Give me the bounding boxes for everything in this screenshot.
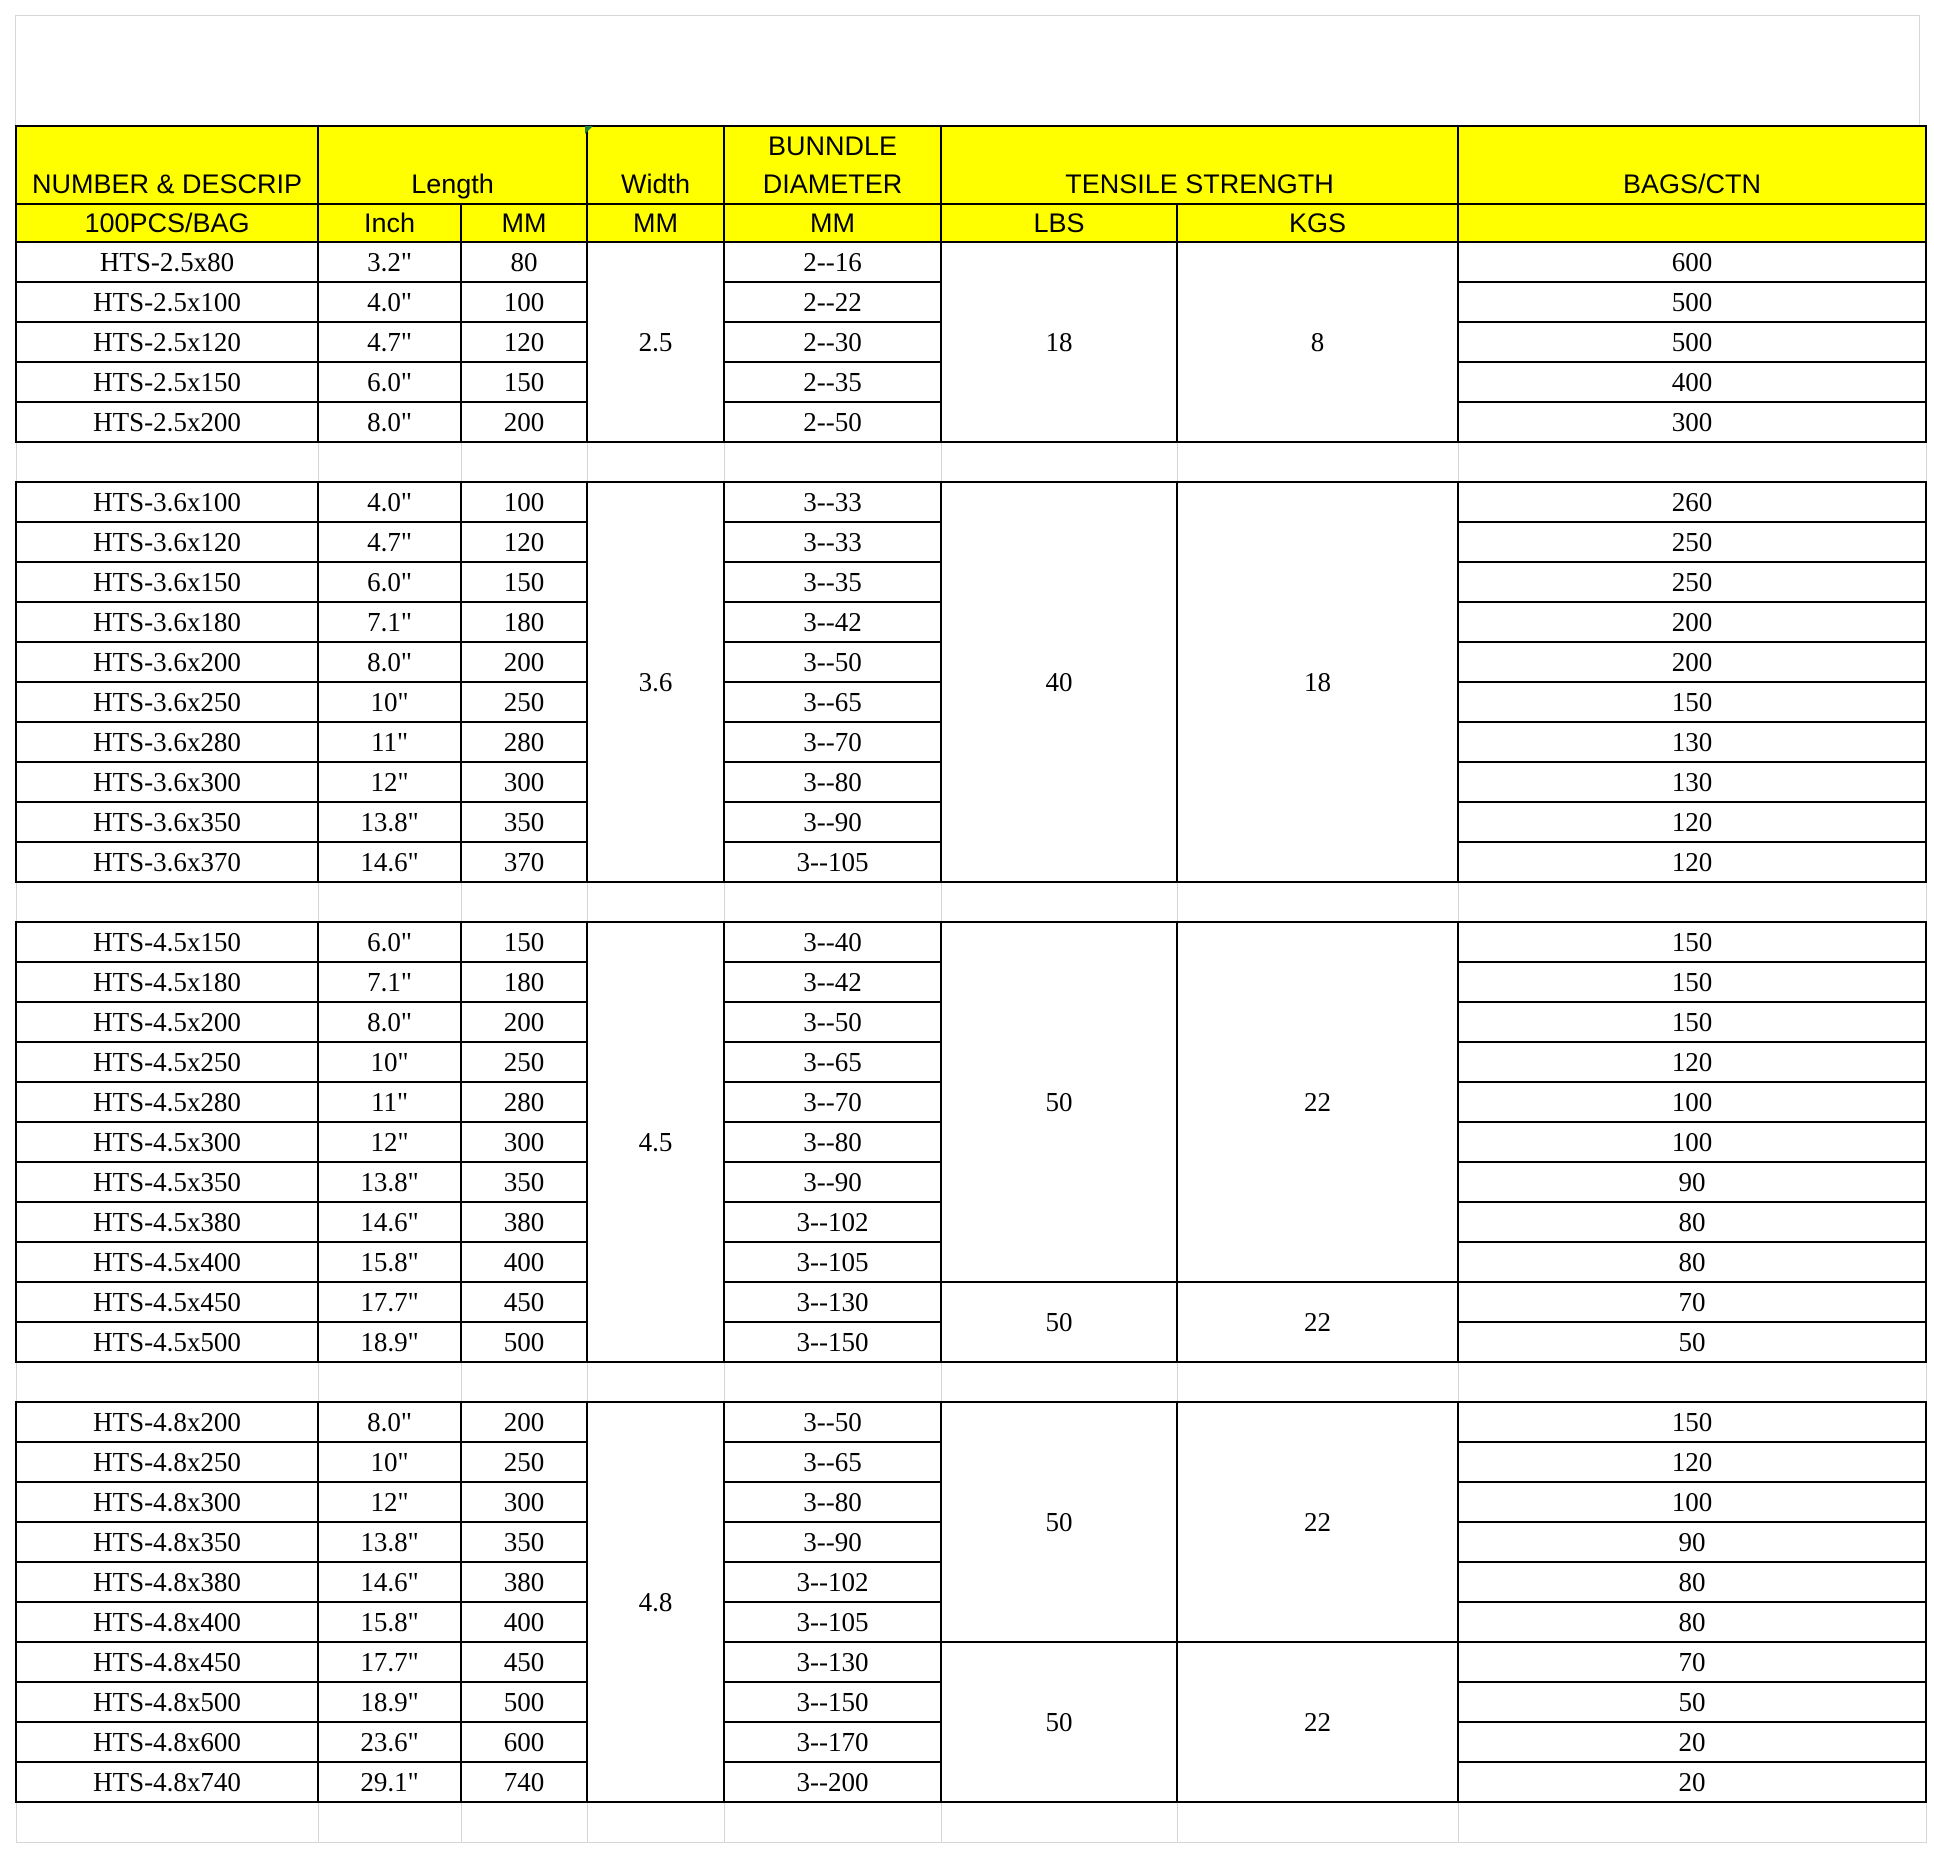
header-length[interactable]: Length	[318, 126, 587, 204]
tensile-kgs-cell[interactable]: 18	[1177, 482, 1458, 882]
description-cell[interactable]: HTS-3.6x200	[16, 642, 318, 682]
empty-cell[interactable]	[941, 1802, 1177, 1842]
length-mm-cell[interactable]: 150	[461, 922, 587, 962]
bundle-diameter-cell[interactable]: 3--80	[724, 762, 941, 802]
description-cell[interactable]: HTS-4.8x740	[16, 1762, 318, 1802]
header-bags-blank[interactable]	[1458, 204, 1926, 242]
empty-cell[interactable]	[724, 882, 941, 922]
length-inch-cell[interactable]: 4.0"	[318, 282, 461, 322]
length-inch-cell[interactable]: 11"	[318, 722, 461, 762]
bundle-diameter-cell[interactable]: 2--30	[724, 322, 941, 362]
length-inch-cell[interactable]: 18.9"	[318, 1322, 461, 1362]
length-mm-cell[interactable]: 200	[461, 1402, 587, 1442]
length-inch-cell[interactable]: 10"	[318, 1442, 461, 1482]
bags-ctn-cell[interactable]: 200	[1458, 642, 1926, 682]
bags-ctn-cell[interactable]: 80	[1458, 1562, 1926, 1602]
bundle-diameter-cell[interactable]: 3--65	[724, 682, 941, 722]
description-cell[interactable]: HTS-3.6x150	[16, 562, 318, 602]
description-cell[interactable]: HTS-4.8x380	[16, 1562, 318, 1602]
bags-ctn-cell[interactable]: 600	[1458, 242, 1926, 282]
table-row	[16, 1282, 1926, 1322]
length-mm-cell[interactable]: 280	[461, 722, 587, 762]
table-row	[16, 1402, 1926, 1442]
length-mm-cell[interactable]: 380	[461, 1562, 587, 1602]
bundle-diameter-cell[interactable]: 3--102	[724, 1202, 941, 1242]
cell-comment-marker	[585, 126, 593, 134]
bundle-diameter-cell[interactable]: 3--40	[724, 922, 941, 962]
empty-sheet-area	[15, 15, 1920, 125]
bags-ctn-cell[interactable]: 150	[1458, 922, 1926, 962]
tensile-lbs-cell[interactable]: 40	[941, 482, 1177, 882]
description-cell[interactable]: HTS-4.5x300	[16, 1122, 318, 1162]
bundle-diameter-cell[interactable]: 2--16	[724, 242, 941, 282]
header-lbs[interactable]: LBS	[941, 204, 1177, 242]
header-inch[interactable]: Inch	[318, 204, 461, 242]
bags-ctn-cell[interactable]: 100	[1458, 1082, 1926, 1122]
header-tensile-strength[interactable]: TENSILE STRENGTH	[941, 126, 1458, 204]
bundle-diameter-cell[interactable]: 3--65	[724, 1042, 941, 1082]
length-mm-cell[interactable]: 370	[461, 842, 587, 882]
description-cell[interactable]: HTS-2.5x200	[16, 402, 318, 442]
description-cell[interactable]: HTS-4.5x150	[16, 922, 318, 962]
description-cell[interactable]: HTS-2.5x100	[16, 282, 318, 322]
bundle-diameter-cell[interactable]: 3--150	[724, 1322, 941, 1362]
description-cell[interactable]: HTS-4.5x380	[16, 1202, 318, 1242]
bags-ctn-cell[interactable]: 250	[1458, 522, 1926, 562]
description-cell[interactable]: HTS-4.8x350	[16, 1522, 318, 1562]
trailing-empty-row	[16, 1802, 1926, 1842]
length-inch-cell[interactable]: 12"	[318, 762, 461, 802]
bags-ctn-cell[interactable]: 130	[1458, 762, 1926, 802]
length-inch-cell[interactable]: 4.7"	[318, 522, 461, 562]
length-mm-cell[interactable]: 500	[461, 1322, 587, 1362]
header-row-1	[16, 126, 1926, 204]
description-cell[interactable]: HTS-4.8x300	[16, 1482, 318, 1522]
description-cell[interactable]: HTS-3.6x370	[16, 842, 318, 882]
length-inch-cell[interactable]: 15.8"	[318, 1602, 461, 1642]
description-cell[interactable]: HTS-3.6x250	[16, 682, 318, 722]
bags-ctn-cell[interactable]: 500	[1458, 282, 1926, 322]
empty-cell[interactable]	[941, 882, 1177, 922]
header-bundle-line1: BUNNDLE	[767, 131, 898, 161]
bundle-diameter-cell[interactable]: 3--105	[724, 842, 941, 882]
length-inch-cell[interactable]: 10"	[318, 682, 461, 722]
length-mm-cell[interactable]: 120	[461, 322, 587, 362]
spacer-row	[16, 882, 1926, 922]
empty-cell[interactable]	[724, 442, 941, 482]
bundle-diameter-cell[interactable]: 3--33	[724, 482, 941, 522]
header-pcs-bag[interactable]: 100PCS/BAG	[16, 204, 318, 242]
description-cell[interactable]: HTS-4.5x400	[16, 1242, 318, 1282]
header-bags-ctn[interactable]: BAGS/CTN	[1458, 126, 1926, 204]
bags-ctn-cell[interactable]: 70	[1458, 1282, 1926, 1322]
length-mm-cell[interactable]: 250	[461, 1442, 587, 1482]
description-cell[interactable]: HTS-3.6x120	[16, 522, 318, 562]
empty-cell[interactable]	[461, 1362, 587, 1402]
bags-ctn-cell[interactable]: 50	[1458, 1322, 1926, 1362]
empty-cell[interactable]	[1177, 1362, 1458, 1402]
bags-ctn-cell[interactable]: 150	[1458, 1002, 1926, 1042]
length-mm-cell[interactable]: 450	[461, 1282, 587, 1322]
length-inch-cell[interactable]: 14.6"	[318, 842, 461, 882]
bundle-diameter-cell[interactable]: 3--42	[724, 602, 941, 642]
empty-cell[interactable]	[587, 1802, 724, 1842]
tensile-lbs-cell[interactable]: 50	[941, 1282, 1177, 1362]
description-cell[interactable]: HTS-4.5x450	[16, 1282, 318, 1322]
bundle-diameter-cell[interactable]: 3--90	[724, 1522, 941, 1562]
empty-cell[interactable]	[318, 1362, 461, 1402]
bundle-diameter-cell[interactable]: 3--33	[724, 522, 941, 562]
length-inch-cell[interactable]: 13.8"	[318, 1522, 461, 1562]
header-bundle-line2: DIAMETER	[762, 169, 903, 199]
bundle-diameter-cell[interactable]: 3--200	[724, 1762, 941, 1802]
header-bundle-mm[interactable]: MM	[724, 204, 941, 242]
bags-ctn-cell[interactable]: 260	[1458, 482, 1926, 522]
bags-ctn-cell[interactable]: 500	[1458, 322, 1926, 362]
header-width-mm[interactable]: MM	[587, 204, 724, 242]
bags-ctn-cell[interactable]: 90	[1458, 1522, 1926, 1562]
bundle-diameter-cell[interactable]: 3--105	[724, 1242, 941, 1282]
bundle-diameter-cell[interactable]: 3--150	[724, 1682, 941, 1722]
length-mm-cell[interactable]: 300	[461, 762, 587, 802]
bundle-diameter-cell[interactable]: 3--70	[724, 1082, 941, 1122]
tensile-kgs-cell[interactable]: 22	[1177, 1642, 1458, 1802]
length-inch-cell[interactable]: 3.2"	[318, 242, 461, 282]
bags-ctn-cell[interactable]: 90	[1458, 1162, 1926, 1202]
empty-cell[interactable]	[1177, 882, 1458, 922]
length-mm-cell[interactable]: 380	[461, 1202, 587, 1242]
description-cell[interactable]: HTS-3.6x350	[16, 802, 318, 842]
tensile-kgs-cell[interactable]: 22	[1177, 922, 1458, 1282]
length-mm-cell[interactable]: 100	[461, 282, 587, 322]
empty-cell[interactable]	[461, 882, 587, 922]
length-mm-cell[interactable]: 300	[461, 1122, 587, 1162]
description-cell[interactable]: HTS-2.5x150	[16, 362, 318, 402]
length-inch-cell[interactable]: 14.6"	[318, 1202, 461, 1242]
bundle-diameter-cell[interactable]: 3--170	[724, 1722, 941, 1762]
bundle-diameter-cell[interactable]: 3--50	[724, 1002, 941, 1042]
tensile-kgs-cell[interactable]: 22	[1177, 1282, 1458, 1362]
length-mm-cell[interactable]: 80	[461, 242, 587, 282]
bags-ctn-cell[interactable]: 80	[1458, 1602, 1926, 1642]
empty-cell[interactable]	[724, 1802, 941, 1842]
bundle-diameter-cell[interactable]: 3--65	[724, 1442, 941, 1482]
length-inch-cell[interactable]: 8.0"	[318, 642, 461, 682]
description-cell[interactable]: HTS-4.5x250	[16, 1042, 318, 1082]
length-mm-cell[interactable]: 500	[461, 1682, 587, 1722]
length-mm-cell[interactable]: 350	[461, 1162, 587, 1202]
length-inch-cell[interactable]: 14.6"	[318, 1562, 461, 1602]
description-cell[interactable]: HTS-3.6x180	[16, 602, 318, 642]
tensile-lbs-cell[interactable]: 50	[941, 922, 1177, 1282]
length-mm-cell[interactable]: 200	[461, 642, 587, 682]
length-mm-cell[interactable]: 350	[461, 1522, 587, 1562]
header-width[interactable]: Width	[587, 126, 724, 204]
header-bundle-diameter[interactable]	[724, 126, 941, 204]
bundle-diameter-cell[interactable]: 3--90	[724, 802, 941, 842]
empty-cell[interactable]	[587, 442, 724, 482]
tensile-lbs-cell[interactable]: 18	[941, 242, 1177, 442]
empty-cell[interactable]	[587, 882, 724, 922]
description-cell[interactable]: HTS-4.8x250	[16, 1442, 318, 1482]
bundle-diameter-cell[interactable]: 3--130	[724, 1642, 941, 1682]
length-inch-cell[interactable]: 17.7"	[318, 1642, 461, 1682]
bundle-diameter-cell[interactable]: 3--42	[724, 962, 941, 1002]
description-cell[interactable]: HTS-3.6x300	[16, 762, 318, 802]
empty-cell[interactable]	[318, 882, 461, 922]
empty-cell[interactable]	[1458, 1802, 1926, 1842]
description-cell[interactable]: HTS-4.8x500	[16, 1682, 318, 1722]
empty-cell[interactable]	[16, 1362, 318, 1402]
length-inch-cell[interactable]: 12"	[318, 1122, 461, 1162]
empty-cell[interactable]	[318, 442, 461, 482]
bags-ctn-cell[interactable]: 150	[1458, 682, 1926, 722]
width-mm-cell[interactable]: 2.5	[587, 242, 724, 442]
bags-ctn-cell[interactable]: 120	[1458, 1442, 1926, 1482]
length-inch-cell[interactable]: 4.7"	[318, 322, 461, 362]
bundle-diameter-cell[interactable]: 3--50	[724, 642, 941, 682]
bags-ctn-cell[interactable]: 100	[1458, 1122, 1926, 1162]
table-row	[16, 242, 1926, 282]
bags-ctn-cell[interactable]: 120	[1458, 842, 1926, 882]
length-mm-cell[interactable]: 250	[461, 1042, 587, 1082]
length-mm-cell[interactable]: 150	[461, 562, 587, 602]
bags-ctn-cell[interactable]: 20	[1458, 1762, 1926, 1802]
tensile-lbs-cell[interactable]: 50	[941, 1402, 1177, 1642]
length-inch-cell[interactable]: 7.1"	[318, 962, 461, 1002]
length-inch-cell[interactable]: 8.0"	[318, 1002, 461, 1042]
length-inch-cell[interactable]: 6.0"	[318, 562, 461, 602]
bundle-diameter-cell[interactable]: 2--35	[724, 362, 941, 402]
spacer-row	[16, 1362, 1926, 1402]
tensile-kgs-cell[interactable]: 22	[1177, 1402, 1458, 1642]
empty-cell[interactable]	[1458, 1362, 1926, 1402]
bags-ctn-cell[interactable]: 80	[1458, 1202, 1926, 1242]
bags-ctn-cell[interactable]: 120	[1458, 802, 1926, 842]
length-inch-cell[interactable]: 10"	[318, 1042, 461, 1082]
length-mm-cell[interactable]: 120	[461, 522, 587, 562]
length-inch-cell[interactable]: 8.0"	[318, 402, 461, 442]
bundle-diameter-cell[interactable]: 3--90	[724, 1162, 941, 1202]
empty-cell[interactable]	[724, 1362, 941, 1402]
bundle-diameter-cell[interactable]: 3--105	[724, 1602, 941, 1642]
bags-ctn-cell[interactable]: 300	[1458, 402, 1926, 442]
length-inch-cell[interactable]: 13.8"	[318, 1162, 461, 1202]
table-row	[16, 482, 1926, 522]
length-mm-cell[interactable]: 150	[461, 362, 587, 402]
width-mm-cell[interactable]: 3.6	[587, 482, 724, 882]
tensile-kgs-cell[interactable]: 8	[1177, 242, 1458, 442]
empty-cell[interactable]	[16, 1802, 318, 1842]
length-mm-cell[interactable]: 600	[461, 1722, 587, 1762]
bags-ctn-cell[interactable]: 130	[1458, 722, 1926, 762]
description-cell[interactable]: HTS-4.8x400	[16, 1602, 318, 1642]
table-row	[16, 922, 1926, 962]
description-cell[interactable]: HTS-4.5x350	[16, 1162, 318, 1202]
bags-ctn-cell[interactable]: 400	[1458, 362, 1926, 402]
length-mm-cell[interactable]: 100	[461, 482, 587, 522]
header-row-2	[16, 204, 1926, 242]
length-inch-cell[interactable]: 23.6"	[318, 1722, 461, 1762]
description-cell[interactable]: HTS-4.5x180	[16, 962, 318, 1002]
spec-table	[15, 125, 1927, 1843]
width-mm-cell[interactable]: 4.5	[587, 922, 724, 1362]
length-inch-cell[interactable]: 15.8"	[318, 1242, 461, 1282]
empty-cell[interactable]	[587, 1362, 724, 1402]
description-cell[interactable]: HTS-3.6x280	[16, 722, 318, 762]
bags-ctn-cell[interactable]: 250	[1458, 562, 1926, 602]
bundle-diameter-cell[interactable]: 3--80	[724, 1482, 941, 1522]
bundle-diameter-cell[interactable]: 3--130	[724, 1282, 941, 1322]
bundle-diameter-cell[interactable]: 3--102	[724, 1562, 941, 1602]
length-mm-cell[interactable]: 400	[461, 1242, 587, 1282]
header-length-mm[interactable]: MM	[461, 204, 587, 242]
length-inch-cell[interactable]: 8.0"	[318, 1402, 461, 1442]
description-cell[interactable]: HTS-2.5x80	[16, 242, 318, 282]
bags-ctn-cell[interactable]: 120	[1458, 1042, 1926, 1082]
length-mm-cell[interactable]: 180	[461, 962, 587, 1002]
length-mm-cell[interactable]: 180	[461, 602, 587, 642]
description-cell[interactable]: HTS-4.8x450	[16, 1642, 318, 1682]
bundle-diameter-cell[interactable]: 3--50	[724, 1402, 941, 1442]
description-cell[interactable]: HTS-4.5x200	[16, 1002, 318, 1042]
length-mm-cell[interactable]: 350	[461, 802, 587, 842]
bundle-diameter-cell[interactable]: 3--80	[724, 1122, 941, 1162]
bags-ctn-cell[interactable]: 20	[1458, 1722, 1926, 1762]
bundle-diameter-cell[interactable]: 3--70	[724, 722, 941, 762]
empty-cell[interactable]	[1177, 1802, 1458, 1842]
description-cell[interactable]: HTS-3.6x100	[16, 482, 318, 522]
length-mm-cell[interactable]: 200	[461, 402, 587, 442]
length-inch-cell[interactable]: 12"	[318, 1482, 461, 1522]
empty-cell[interactable]	[16, 882, 318, 922]
empty-cell[interactable]	[941, 442, 1177, 482]
bags-ctn-cell[interactable]: 100	[1458, 1482, 1926, 1522]
bags-ctn-cell[interactable]: 70	[1458, 1642, 1926, 1682]
length-inch-cell[interactable]: 17.7"	[318, 1282, 461, 1322]
length-mm-cell[interactable]: 740	[461, 1762, 587, 1802]
bags-ctn-cell[interactable]: 50	[1458, 1682, 1926, 1722]
description-cell[interactable]: HTS-4.8x600	[16, 1722, 318, 1762]
length-mm-cell[interactable]: 250	[461, 682, 587, 722]
length-inch-cell[interactable]: 13.8"	[318, 802, 461, 842]
length-inch-cell[interactable]: 18.9"	[318, 1682, 461, 1722]
length-inch-cell[interactable]: 11"	[318, 1082, 461, 1122]
length-mm-cell[interactable]: 400	[461, 1602, 587, 1642]
description-cell[interactable]: HTS-4.8x200	[16, 1402, 318, 1442]
length-inch-cell[interactable]: 29.1"	[318, 1762, 461, 1802]
empty-cell[interactable]	[941, 1362, 1177, 1402]
bags-ctn-cell[interactable]: 150	[1458, 1402, 1926, 1442]
spacer-row	[16, 442, 1926, 482]
length-mm-cell[interactable]: 280	[461, 1082, 587, 1122]
bundle-diameter-cell[interactable]: 2--22	[724, 282, 941, 322]
empty-cell[interactable]	[16, 442, 318, 482]
bundle-diameter-cell[interactable]: 3--35	[724, 562, 941, 602]
table-row	[16, 1642, 1926, 1682]
length-mm-cell[interactable]: 450	[461, 1642, 587, 1682]
width-mm-cell[interactable]: 4.8	[587, 1402, 724, 1802]
empty-cell[interactable]	[1458, 442, 1926, 482]
empty-cell[interactable]	[318, 1802, 461, 1842]
length-inch-cell[interactable]: 4.0"	[318, 482, 461, 522]
description-cell[interactable]: HTS-4.5x280	[16, 1082, 318, 1122]
bags-ctn-cell[interactable]: 200	[1458, 602, 1926, 642]
header-kgs[interactable]: KGS	[1177, 204, 1458, 242]
description-cell[interactable]: HTS-4.5x500	[16, 1322, 318, 1362]
bags-ctn-cell[interactable]: 150	[1458, 962, 1926, 1002]
length-mm-cell[interactable]: 300	[461, 1482, 587, 1522]
description-cell[interactable]: HTS-2.5x120	[16, 322, 318, 362]
empty-cell[interactable]	[1177, 442, 1458, 482]
empty-cell[interactable]	[461, 442, 587, 482]
length-inch-cell[interactable]: 6.0"	[318, 922, 461, 962]
length-inch-cell[interactable]: 6.0"	[318, 362, 461, 402]
header-number-desc[interactable]: NUMBER & DESCRIP	[16, 126, 318, 204]
empty-cell[interactable]	[1458, 882, 1926, 922]
length-mm-cell[interactable]: 200	[461, 1002, 587, 1042]
bundle-diameter-cell[interactable]: 2--50	[724, 402, 941, 442]
empty-cell[interactable]	[461, 1802, 587, 1842]
tensile-lbs-cell[interactable]: 50	[941, 1642, 1177, 1802]
length-inch-cell[interactable]: 7.1"	[318, 602, 461, 642]
bags-ctn-cell[interactable]: 80	[1458, 1242, 1926, 1282]
